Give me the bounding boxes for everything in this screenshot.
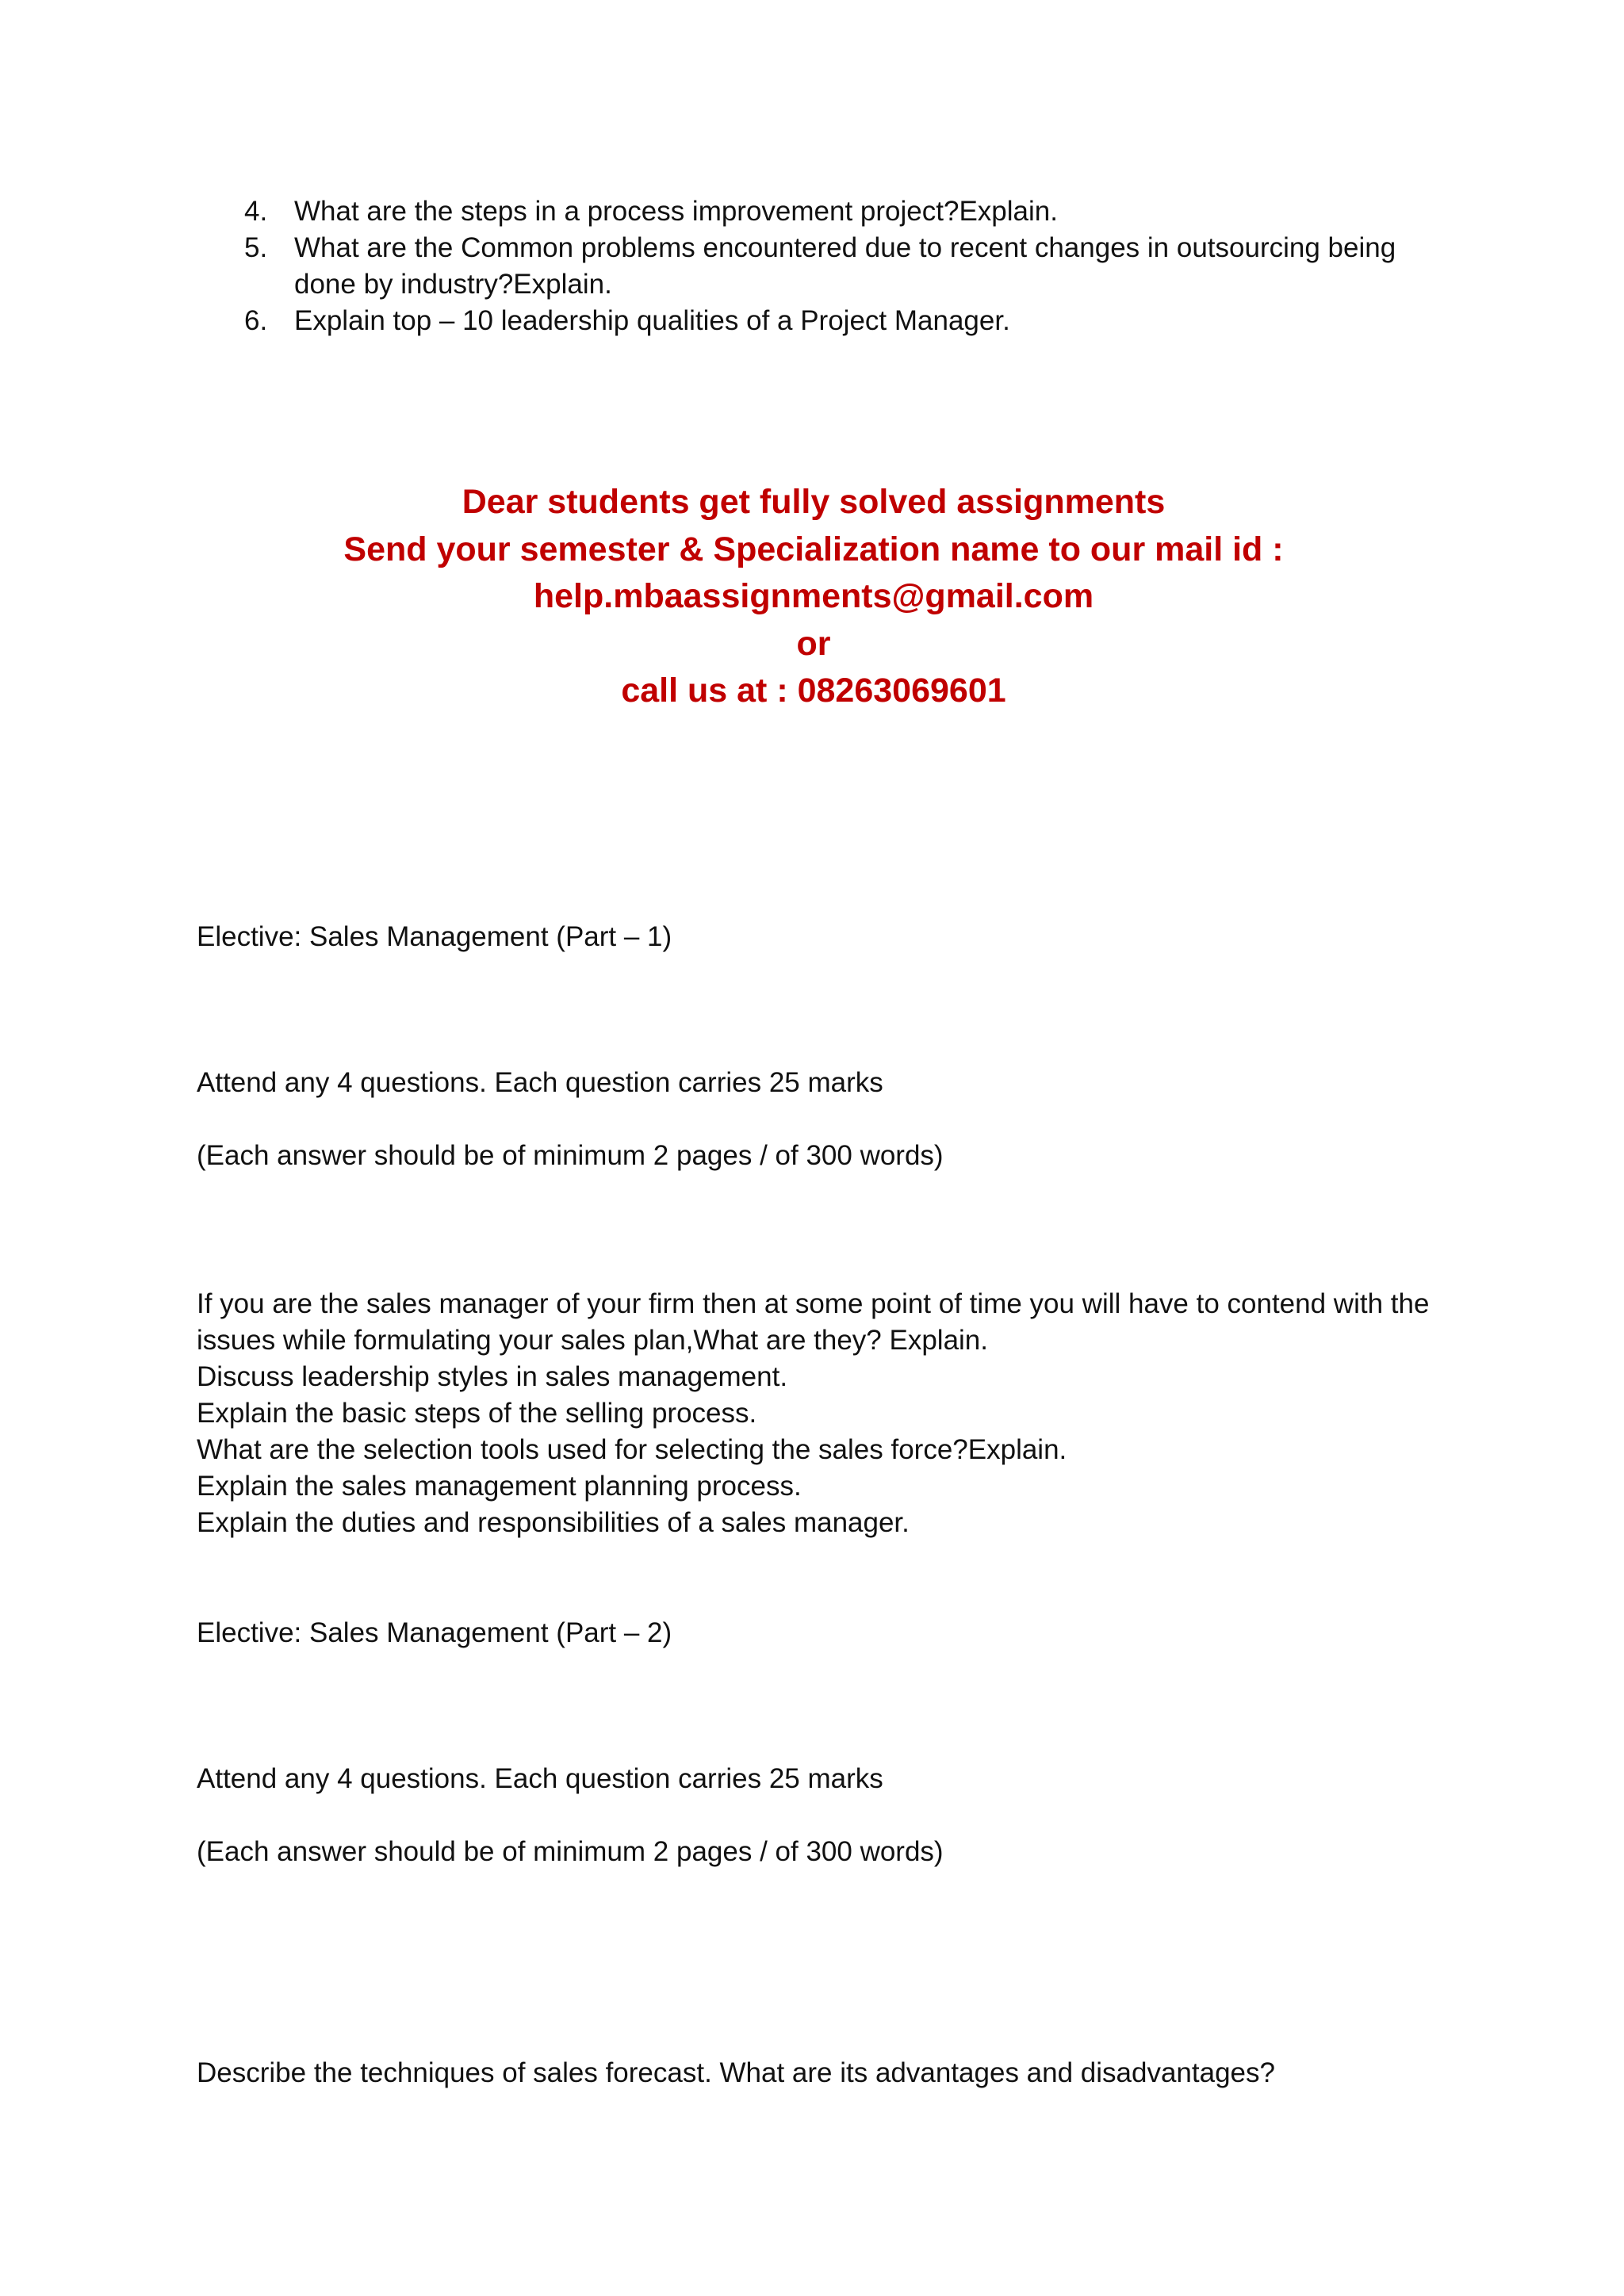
promo-block [197, 479, 1431, 715]
promo-phone: call us at : 08263069601 [621, 672, 1006, 710]
list-item [244, 193, 1450, 230]
promo-headline: Dear students get fully solved assignments [462, 483, 1166, 521]
list-item-text: What are the Common problems encountered due to recent changes in outsourcing being done by industry?Explain. [294, 232, 1396, 300]
promo-email: help.mbaassignments@gmail.com [533, 577, 1094, 615]
question-item: Discuss leadership styles in sales management. [197, 1361, 788, 1392]
question-item: If you are the sales manager of your firm then at some point of time you will have to contend with the issues while formulating your sales plan,What are they? Explain. [197, 1288, 1430, 1356]
promo-or: or [796, 624, 831, 663]
part2-note: (Each answer should be of minimum 2 pages / of 300 words) [197, 1836, 944, 1867]
part1-note: (Each answer should be of minimum 2 pages / of 300 words) [197, 1140, 944, 1171]
part1-instruction: Attend any 4 questions. Each question carries 25 marks [197, 1067, 883, 1098]
numbered-question-list [244, 193, 1450, 339]
promo-instruction: Send your semester & Specialization name to our mail id : [343, 530, 1284, 568]
list-item [244, 303, 1450, 339]
question-item: What are the selection tools used for selecting the sales force?Explain. [197, 1434, 1067, 1465]
question-item: Describe the techniques of sales forecast. What are its advantages and disadvantages? [197, 2057, 1275, 2088]
list-item-number: 4. [244, 196, 268, 227]
list-item-number: 5. [244, 232, 268, 263]
part1-heading: Elective: Sales Management (Part – 1) [197, 921, 672, 952]
list-item-text: What are the steps in a process improvement project?Explain. [294, 196, 1058, 227]
question-item: Explain the basic steps of the selling process. [197, 1398, 757, 1429]
part2-heading: Elective: Sales Management (Part – 2) [197, 1617, 672, 1648]
part2-instruction: Attend any 4 questions. Each question carries 25 marks [197, 1763, 883, 1794]
list-item [244, 230, 1450, 303]
list-item-number: 6. [244, 305, 268, 336]
question-item: Explain the sales management planning process. [197, 1471, 802, 1502]
question-item: Explain the duties and responsibilities of a sales manager. [197, 1507, 910, 1538]
part1-question-list [197, 1286, 1450, 1541]
list-item-text: Explain top – 10 leadership qualities of a Project Manager. [294, 305, 1010, 336]
